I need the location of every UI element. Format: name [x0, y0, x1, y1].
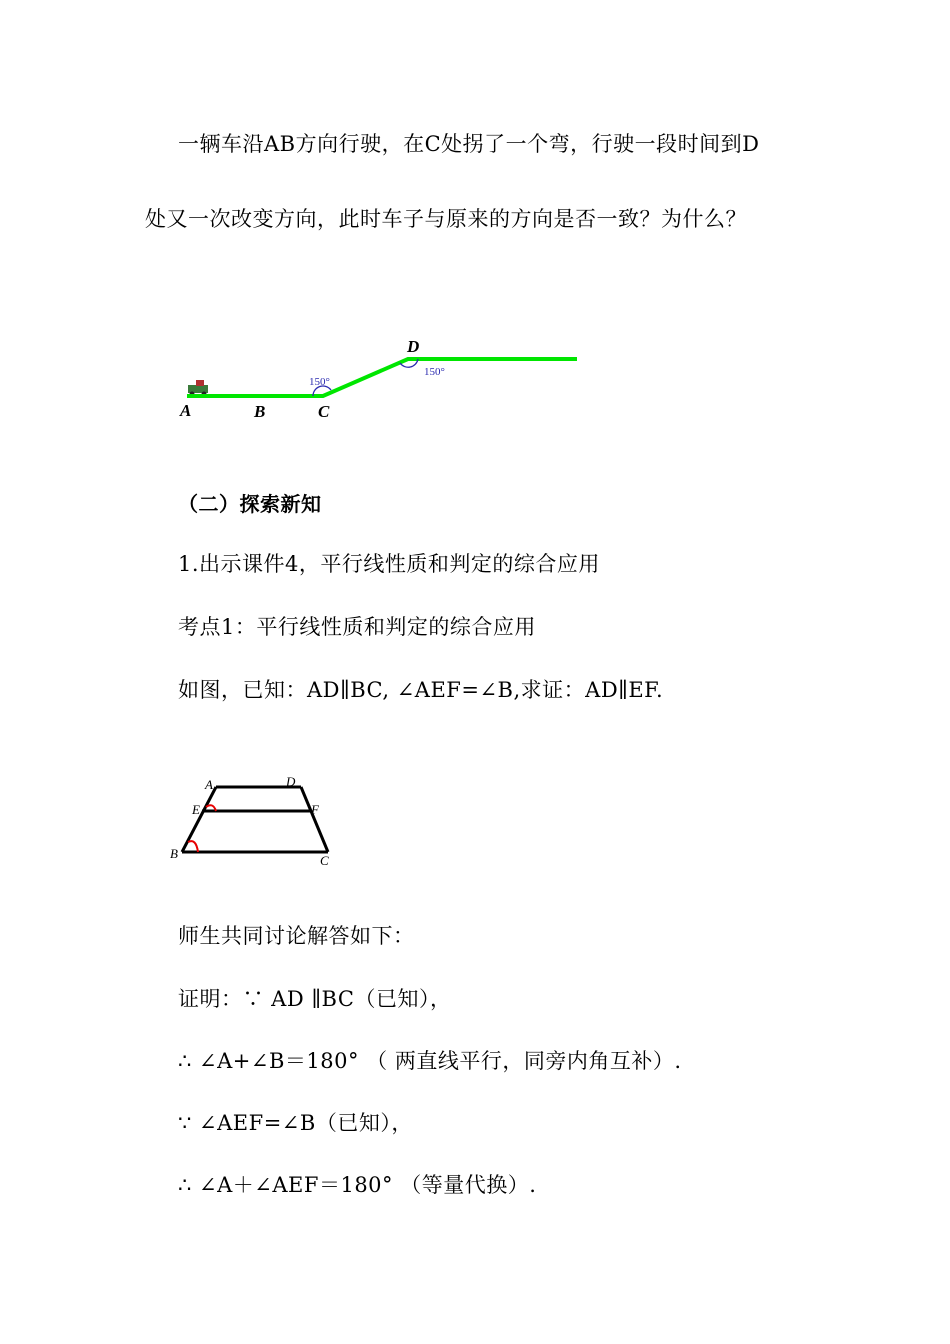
solution-step-2: ∴ ∠A+∠B＝180° （ 两直线平行，同旁内角互补）.: [178, 1049, 682, 1073]
trap-label-e: E: [192, 802, 200, 817]
solution-step-1: 证明：∵ AD ∥BC（已知），: [178, 987, 452, 1011]
angle-mark-b: [188, 841, 198, 852]
road-figure: [175, 335, 595, 425]
solution-step-3: ∵ ∠AEF=∠B（已知），: [178, 1111, 413, 1135]
angle-label-c: 150°: [309, 376, 330, 388]
trap-label-f: F: [311, 802, 319, 817]
trap-left-ab: [182, 787, 216, 852]
trap-label-b: B: [170, 846, 178, 861]
intro-line-2: 处又一次改变方向，此时车子与原来的方向是否一致？为什么？: [145, 207, 747, 231]
intro-line-1: 一辆车沿AB方向行驶，在C处拐了一个弯，行驶一段时间到D: [178, 132, 760, 156]
point-label-d: D: [407, 337, 420, 356]
point-label-b: B: [254, 402, 266, 421]
trap-label-d: D: [286, 774, 296, 789]
road-path: [187, 359, 577, 396]
solution-step-4: ∴ ∠A＋∠AEF＝180° （等量代换）.: [178, 1173, 537, 1197]
point-label-c: C: [318, 402, 330, 421]
trap-right-dc: [301, 787, 328, 852]
problem-statement: 如图，已知：AD∥BC, ∠AEF=∠B,求证：AD∥EF.: [178, 678, 664, 702]
angle-label-d: 150°: [424, 366, 445, 378]
section-heading: （二）探索新知: [178, 492, 322, 516]
trapezoid-figure: [168, 772, 338, 872]
exam-point: 考点1：平行线性质和判定的综合应用: [178, 615, 536, 639]
solution-intro: 师生共同讨论解答如下：: [178, 924, 415, 948]
item-1: 1.出示课件4，平行线性质和判定的综合应用: [178, 552, 600, 576]
trap-label-a: A: [205, 777, 213, 792]
point-label-a: A: [180, 401, 192, 420]
trap-label-c: C: [320, 853, 329, 868]
